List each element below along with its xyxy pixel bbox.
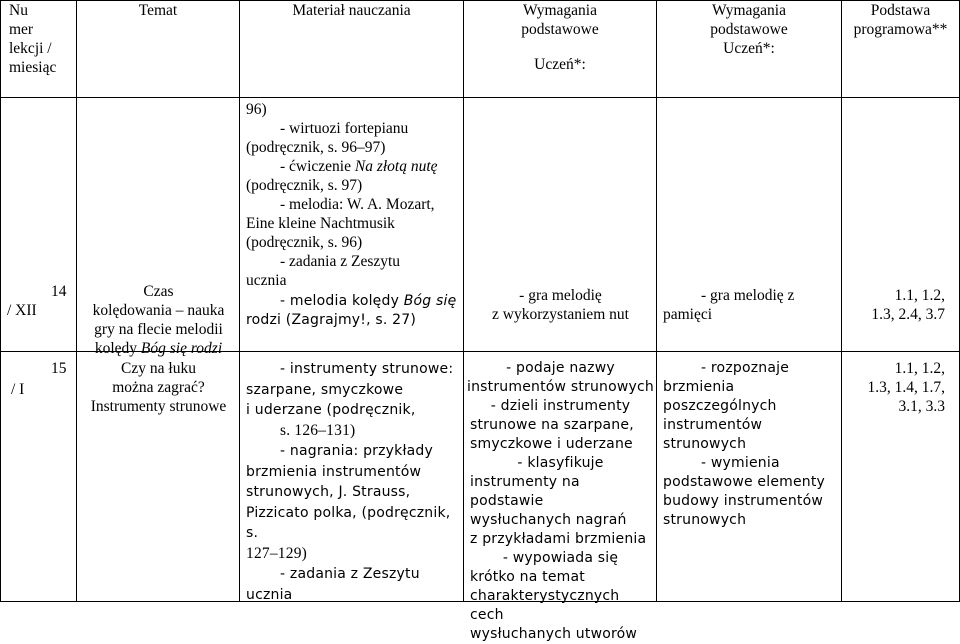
- requirement-line: wysłuchanych nagrań: [470, 512, 627, 528]
- requirement-line: - gra melodię z: [701, 287, 795, 304]
- lesson-14-core: [871, 286, 945, 324]
- requirement-line: strunowych: [663, 436, 747, 452]
- header-core-curriculum: [842, 1, 960, 98]
- header-text: lekcji /: [9, 40, 52, 57]
- lesson-15-material: [246, 359, 460, 605]
- core-line: 1.3, 1.4, 1.7,: [867, 379, 945, 396]
- material-line: - melodia: W. A. Mozart,: [280, 196, 435, 213]
- material-line: - nagrania: przykłady: [280, 443, 433, 459]
- header-text: Temat: [138, 2, 178, 19]
- requirement-line: smyczkowe i uderzane: [470, 436, 633, 452]
- requirement-line: instrumentów: [663, 417, 763, 433]
- requirement-line: - podaje nazwy: [506, 360, 615, 376]
- topic-line: Czy na łuku: [121, 360, 196, 377]
- header-topic: [77, 1, 240, 98]
- material-line: Eine kleine Nachtmusik: [246, 215, 395, 232]
- requirement-line: charakterystycznych cech: [470, 588, 620, 623]
- header-text: podstawowe: [710, 21, 788, 38]
- lesson-14-number-cell: [1, 98, 77, 352]
- material-line: strunowych, J. Strauss,: [246, 484, 411, 500]
- core-line: 1.1, 1.2,: [894, 287, 945, 304]
- lesson-14-basic: [464, 286, 657, 324]
- song-title: Bóg się: [403, 293, 457, 309]
- material-line: 96): [246, 101, 267, 118]
- material-line: ucznia: [246, 586, 293, 603]
- header-lesson-number: [1, 1, 77, 98]
- core-line: 1.3, 2.4, 3.7: [871, 306, 945, 323]
- requirement-line: instrumentów strunowych: [466, 379, 654, 395]
- requirement-line: - dzieli instrumenty: [490, 398, 631, 414]
- requirement-line: z wykorzystaniem nut: [492, 306, 629, 323]
- lesson-15-core-cell: [842, 352, 960, 602]
- requirement-line: budowy instrumentów: [663, 493, 824, 509]
- header-row: [1, 1, 960, 98]
- lesson-number: 15: [51, 360, 67, 377]
- header-text: Wymagania: [523, 2, 597, 19]
- lesson-15-number-cell: [1, 352, 77, 602]
- material-line: szarpane, smyczkowe: [246, 381, 404, 398]
- material-line: [246, 157, 460, 176]
- header-subtext: Uczeń*:: [723, 40, 775, 57]
- requirement-line: - wymienia: [701, 455, 780, 471]
- header-basic-requirements: [464, 1, 657, 98]
- header-text: Podstawa: [870, 2, 931, 19]
- header-text: Nu: [9, 2, 28, 19]
- material-line: ucznia: [246, 272, 287, 289]
- lesson-15-material-cell: [240, 352, 464, 602]
- lesson-15-extended-cell: [657, 352, 842, 602]
- material-line: - zadania z Zeszytu: [280, 253, 401, 270]
- material-line: (podręcznik, s. 96): [246, 234, 363, 251]
- topic-line: kolędowania – nauka: [92, 302, 225, 319]
- material-line: (podręcznik, s. 97): [246, 177, 363, 194]
- requirement-line: - rozpoznaje: [701, 360, 790, 376]
- material-continuation: [246, 100, 460, 330]
- exercise-title: Na złotą nutę: [354, 158, 438, 175]
- lesson-15-row: [1, 352, 960, 602]
- header-extended-requirements: [657, 1, 842, 98]
- lesson-14-extended-cell: [657, 98, 842, 352]
- lesson-14-basic-cell: [464, 98, 657, 352]
- requirement-line: z przykładami brzmienia: [470, 531, 647, 547]
- material-text: - ćwiczenie: [280, 158, 355, 175]
- lesson-14-topic: [77, 282, 240, 358]
- topic-line: gry na flecie melodii: [94, 321, 223, 338]
- header-text: programowa**: [853, 21, 948, 38]
- lesson-15-extended: [663, 359, 825, 530]
- lesson-month: / I: [11, 381, 25, 398]
- lesson-month: / XII: [7, 302, 37, 319]
- requirement-line: brzmienia: [663, 379, 735, 395]
- header-text: mer: [9, 21, 34, 38]
- material-line: (podręcznik, s. 96–97): [246, 139, 386, 156]
- requirement-line: - gra melodię: [519, 287, 602, 304]
- topic-line: [77, 339, 240, 358]
- header-text: miesiąc: [9, 59, 57, 76]
- topic-line: Instrumenty strunowe: [90, 398, 227, 415]
- song-title: Bóg się rodzi: [140, 340, 223, 357]
- material-line: - instrumenty strunowe:: [280, 361, 454, 377]
- material-line: i uderzane (podręcznik,: [246, 402, 416, 418]
- requirement-line: strunowe na szarpane,: [470, 417, 634, 433]
- lesson-14-material-cell: [240, 98, 464, 352]
- lesson-15-topic-cell: [77, 352, 240, 602]
- core-line: 1.1, 1.2,: [894, 360, 945, 377]
- requirement-line: krótko na temat: [470, 569, 585, 585]
- lesson-14-topic-cell: [77, 98, 240, 357]
- topic-line: można zagrać?: [112, 379, 205, 396]
- requirement-line: strunowych: [663, 512, 747, 528]
- header-text: Materiał nauczania: [292, 2, 411, 19]
- material-line: - wirtuozi fortepianu: [280, 120, 409, 137]
- material-text: - melodia kolędy: [280, 293, 404, 309]
- lesson-14-extended: [663, 286, 794, 324]
- topic-line: Czas: [143, 283, 174, 300]
- requirement-line: - wypowiada się: [502, 550, 619, 566]
- header-text: podstawowe: [521, 21, 599, 38]
- material-line: 127–129): [246, 544, 308, 562]
- lesson-15-basic: [464, 359, 657, 644]
- requirement-line: instrumenty na podstawie: [470, 474, 580, 509]
- material-line: brzmienia instrumentów: [246, 463, 422, 480]
- topic-text: kolędy: [94, 340, 141, 357]
- lesson-14-row: [1, 98, 960, 352]
- material-line: s. 126–131): [280, 421, 356, 439]
- lesson-15-basic-cell: [464, 352, 657, 642]
- material-line: - zadania z Zeszytu: [280, 566, 420, 582]
- lesson-number: 14: [51, 283, 67, 300]
- requirement-line: - klasyfikuje: [517, 455, 604, 471]
- header-subtext: Uczeń*:: [534, 56, 586, 73]
- requirement-line: poszczególnych: [663, 398, 777, 414]
- requirement-line: podstawowe elementy: [663, 474, 826, 490]
- requirement-line: wysłuchanych utworów: [470, 626, 638, 642]
- material-text: (Zagrajmy!, s. 27): [285, 312, 417, 328]
- requirement-line: pamięci: [663, 306, 713, 323]
- header-text: Wymagania: [712, 2, 786, 19]
- lesson-15-topic: [77, 359, 240, 416]
- lesson-14-core-cell: [842, 98, 960, 352]
- material-line: Pizzicato polka, (podręcznik, s.: [246, 504, 451, 541]
- core-line: 3.1, 3.3: [898, 398, 945, 415]
- material-text: rodzi: [246, 312, 282, 328]
- material-line: [246, 311, 460, 330]
- lesson-15-core: [868, 359, 946, 416]
- material-line: [246, 292, 460, 311]
- header-material: [240, 1, 464, 98]
